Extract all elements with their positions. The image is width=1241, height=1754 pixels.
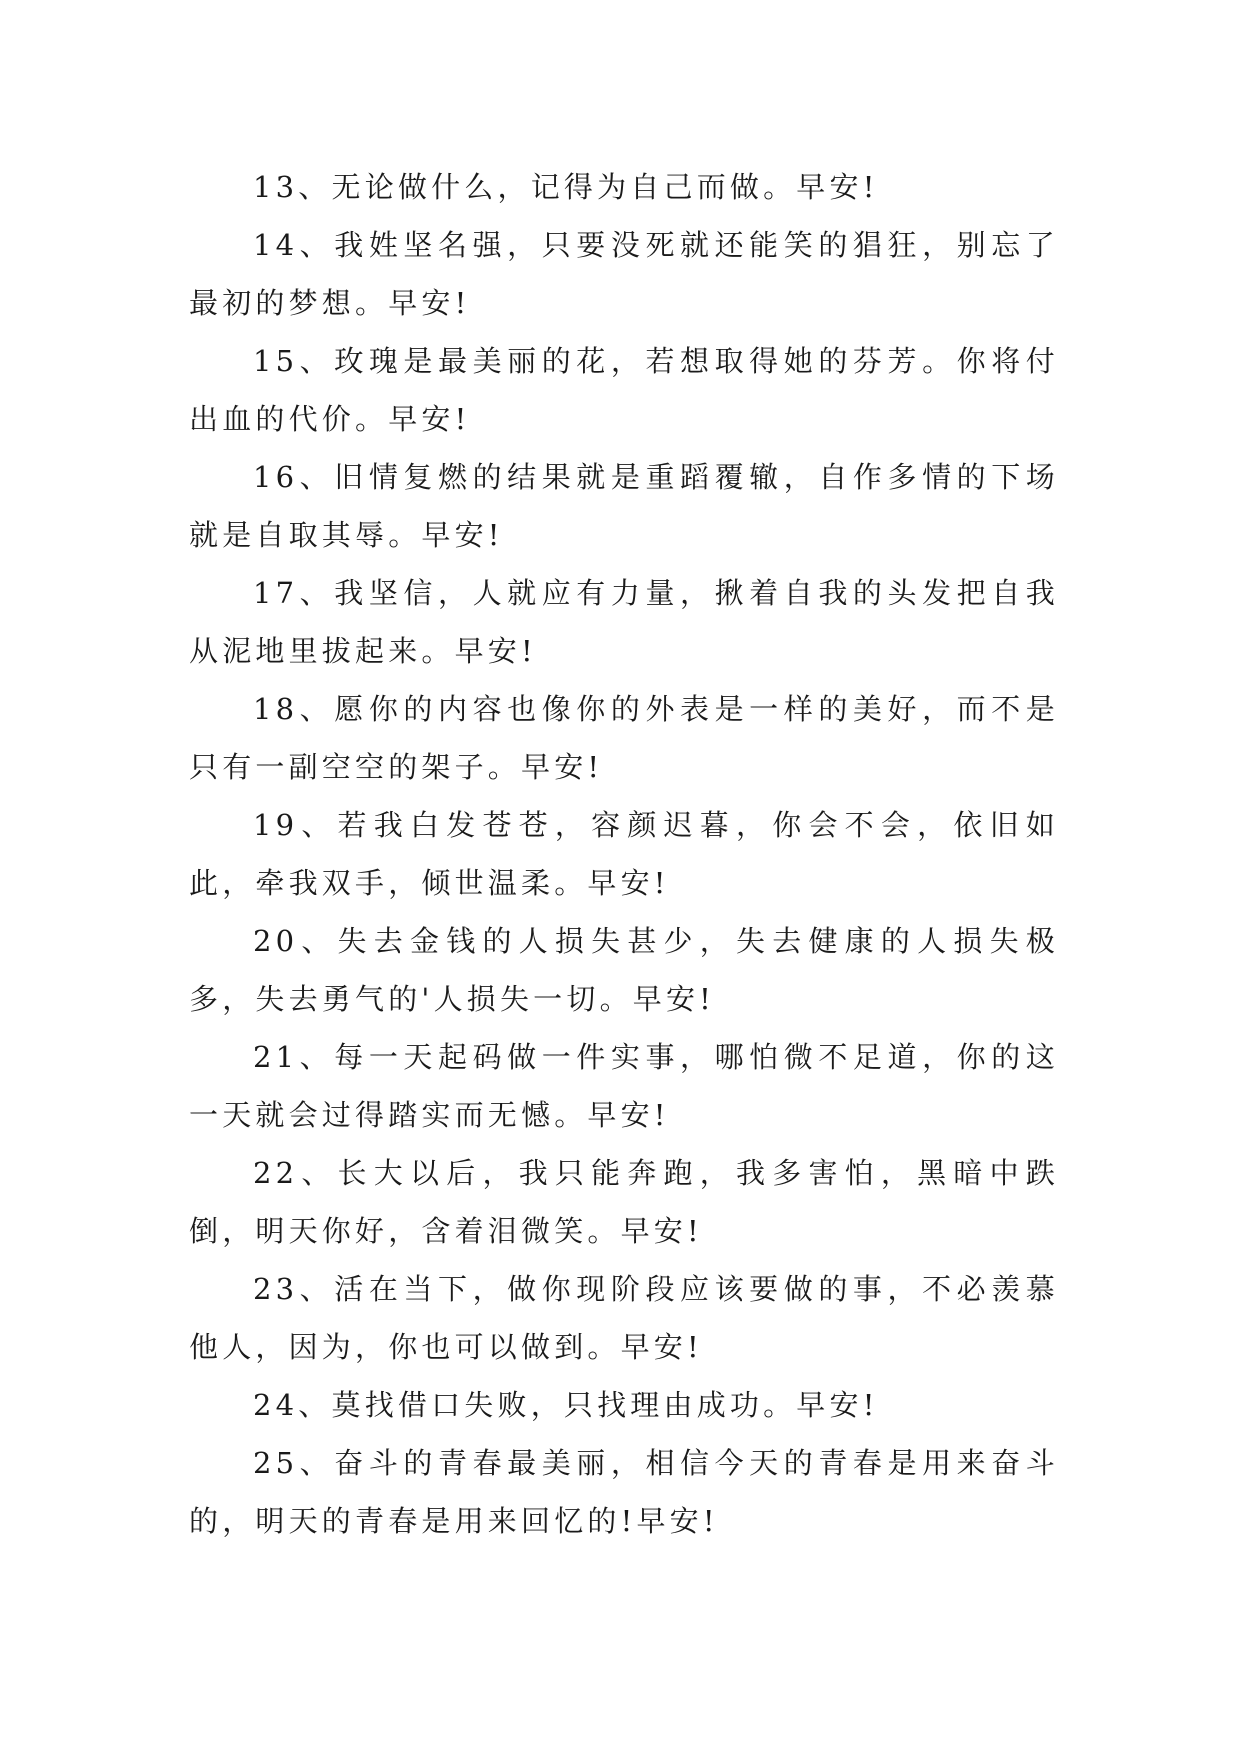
paragraph-16: 16、旧情复燃的结果就是重蹈覆辙，自作多情的下场就是自取其辱。早安!: [189, 460, 1059, 552]
paragraph-14: 14、我姓坚名强，只要没死就还能笑的猖狂，别忘了最初的梦想。早安!: [189, 228, 1059, 320]
paragraph-18: 18、愿你的内容也像你的外表是一样的美好，而不是只有一副空空的架子。早安!: [189, 692, 1059, 784]
paragraph-13: 13、无论做什么，记得为自己而做。早安!: [253, 170, 879, 204]
paragraph-24: 24、莫找借口失败，只找理由成功。早安!: [253, 1388, 879, 1422]
paragraph-21: 21、每一天起码做一件实事，哪怕微不足道，你的这一天就会过得踏实而无憾。早安!: [189, 1040, 1059, 1132]
paragraph-25: 25、奋斗的青春最美丽，相信今天的青春是用来奋斗的，明天的青春是用来回忆的!早安!: [189, 1446, 1059, 1538]
paragraph-15: 15、玫瑰是最美丽的花，若想取得她的芬芳。你将付出血的代价。早安!: [189, 344, 1059, 436]
paragraph-22: 22、长大以后，我只能奔跑，我多害怕，黑暗中跌倒，明天你好，含着泪微笑。早安!: [189, 1156, 1059, 1248]
paragraph-19: 19、若我白发苍苍，容颜迟暮，你会不会，依旧如此，牵我双手，倾世温柔。早安!: [189, 808, 1059, 900]
paragraph-23: 23、活在当下，做你现阶段应该要做的事，不必羡慕他人，因为，你也可以做到。早安!: [189, 1272, 1059, 1364]
paragraph-17: 17、我坚信，人就应有力量，揪着自我的头发把自我从泥地里拔起来。早安!: [189, 576, 1059, 668]
paragraph-20: 20、失去金钱的人损失甚少，失去健康的人损失极多，失去勇气的'人损失一切。早安!: [189, 924, 1059, 1016]
document-body: [189, 158, 1059, 1550]
